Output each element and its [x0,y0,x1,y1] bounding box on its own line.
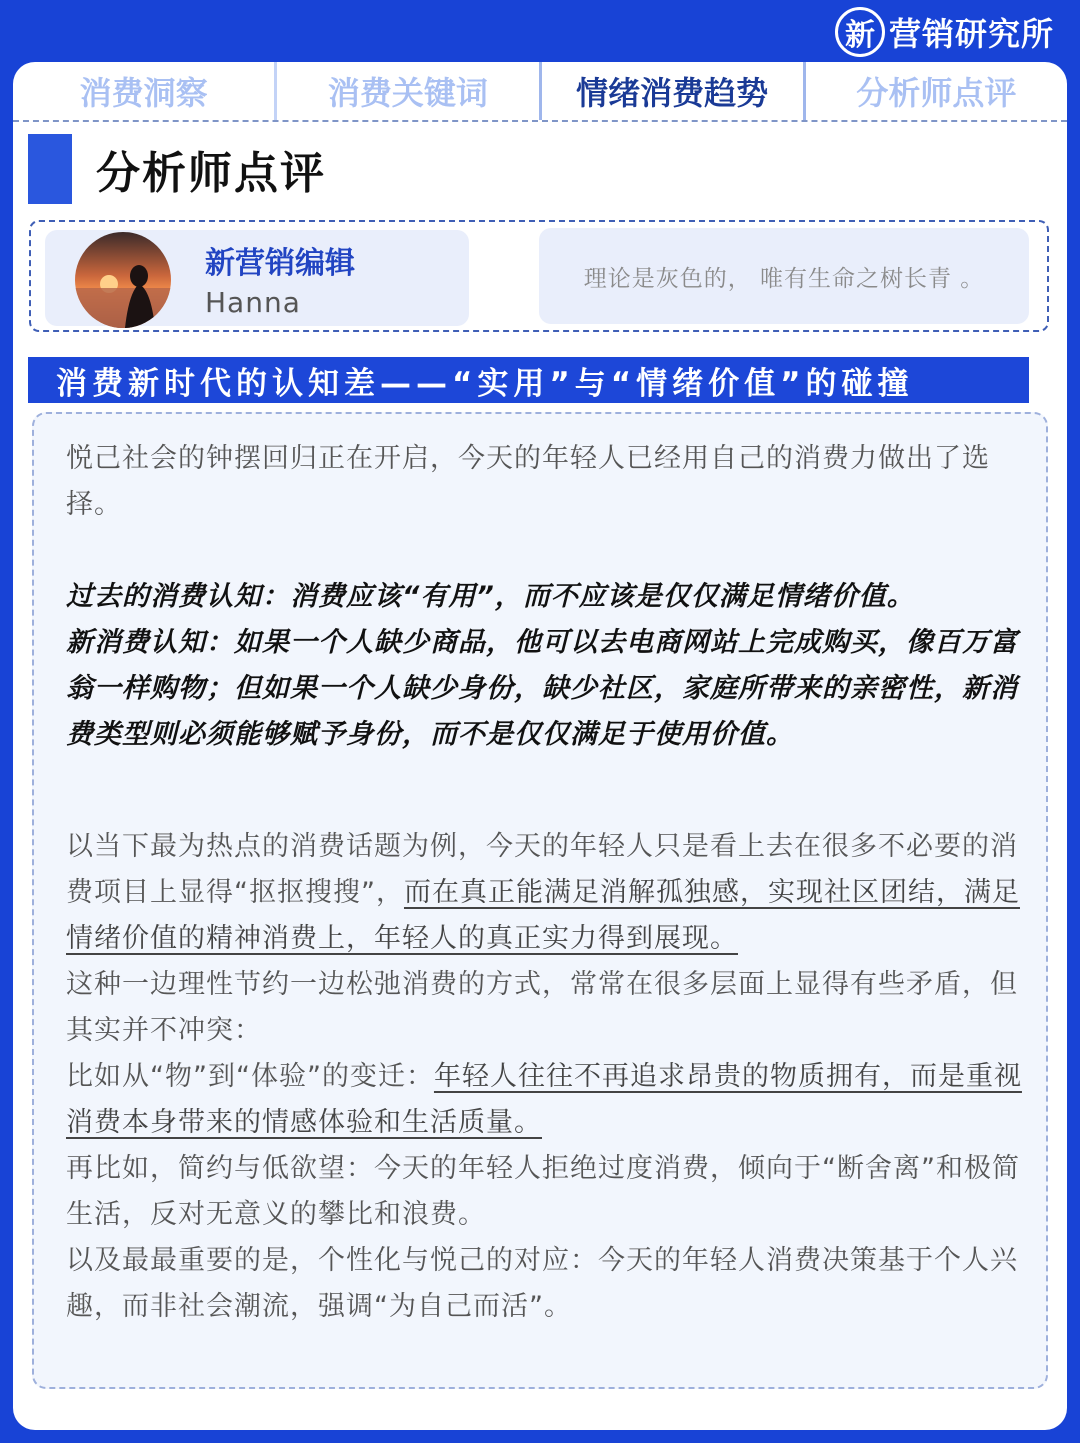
paragraph-cognition [66,574,1024,758]
content-card [13,62,1067,1430]
analysis-personalization: 以及最最重要的是，个性化与悦己的对应：今天的年轻人消费决策基于个人兴趣，而非社会潮流，强调“为自己而活”。 [66,1245,1018,1322]
analysis-minimalism: 再比如，简约与低欲望：今天的年轻人拒绝过度消费，倾向于“断舍离”和极简生活，反对无意义的攀比和浪费。 [66,1153,1020,1230]
tab-emotional-trends[interactable]: 情绪消费趋势 [576,74,769,112]
author-card [45,230,469,326]
brand-logo [835,4,1054,60]
section-title: 分析师点评 [96,148,326,199]
author-quote: 理论是灰色的， 唯有生命之树长青 。 [539,228,1029,324]
brand-circle-mark: 新 [835,7,885,57]
cognition-old: 过去的消费认知：消费应该“有用”，而不应该是仅仅满足情绪价值。 [66,581,915,612]
article-body [32,412,1048,1389]
paragraph-intro: 悦己社会的钟摆回归正在开启，今天的年轻人已经用自己的消费力做出了选择。 [66,443,990,520]
analysis-example-text: 以当下最为热点的消费话题为例，今天的年轻人只是看上去在很多不必要的消费项目上显得“抠抠搜搜”， [66,831,1018,908]
section-accent-bar [28,134,72,204]
topic-banner: 消费新时代的认知差——“实用”与“情绪价值”的碰撞 [28,357,1029,403]
avatar-sunset-image [75,232,171,328]
author-name: 新营销编辑 [205,246,355,281]
avatar [75,232,171,328]
analysis-example [66,824,1024,962]
analysis-experience-underlined: 年轻人往往不再追求昂贵的物质拥有，而是重视消费本身带来的情感体验和生活质量。 [66,1061,1022,1138]
analysis-contradiction: 这种一边理性节约一边松弛消费的方式，常常在很多层面上显得有些矛盾，但其实并不冲突： [66,969,1018,1046]
paragraph-analysis [66,824,1024,1330]
author-handle: Hanna [205,286,301,319]
cognition-new: 新消费认知：如果一个人缺少商品，他可以去电商网站上完成购买，像百万富翁一样购物；但如果一个人缺少身份，缺少社区，家庭所带来的亲密性，新消费类型则必须能够赋予身份，而不是仅仅满足于使用价值。 [66,627,1018,750]
tab-bar [13,62,1067,122]
analysis-experience [66,1054,1024,1146]
tab-consumption-insight[interactable]: 消费洞察 [79,74,208,112]
author-box [29,220,1049,332]
brand-name: 营销研究所 [888,15,1054,53]
analysis-experience-text: 比如从“物”到“体验”的变迁： [66,1061,434,1092]
section-header [28,134,326,204]
tab-analyst-review[interactable]: 分析师点评 [856,74,1017,112]
analysis-example-underlined: 而在真正能满足消解孤独感，实现社区团结，满足情绪价值的精神消费上，年轻人的真正实力得到展现。 [66,877,1020,954]
tab-consumption-keywords[interactable]: 消费关键词 [327,74,488,112]
